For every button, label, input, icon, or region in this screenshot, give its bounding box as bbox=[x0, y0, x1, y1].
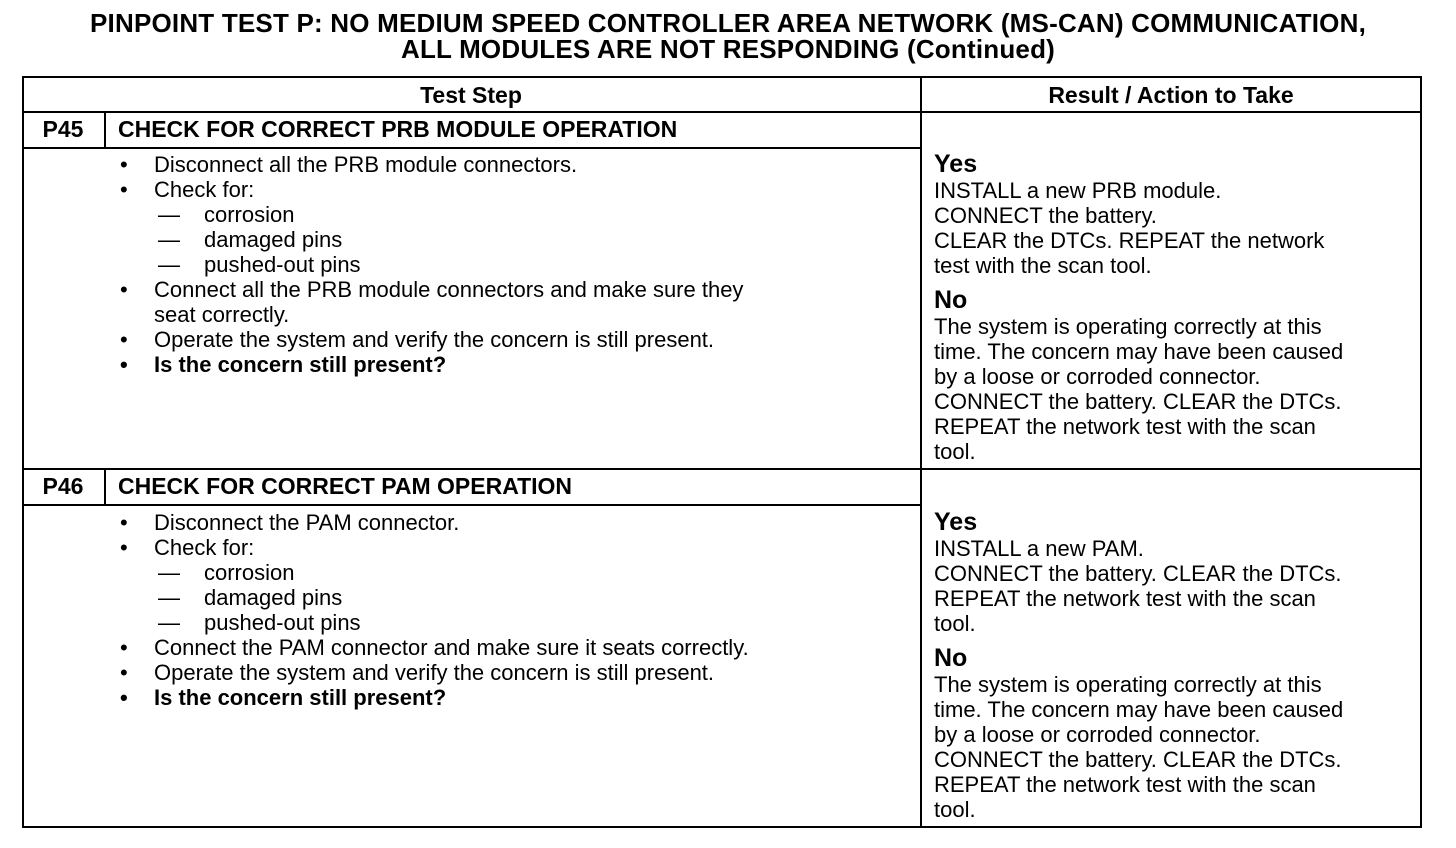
step-p46-instructions bbox=[114, 510, 749, 710]
step-p46-id-divider bbox=[104, 469, 106, 505]
table-border-bottom bbox=[22, 826, 1422, 828]
step-p45-result bbox=[934, 150, 1343, 464]
result-line: tool. bbox=[934, 797, 976, 822]
list-item: — corrosion bbox=[114, 560, 749, 585]
result-line: REPEAT the network test with the scan bbox=[934, 414, 1316, 439]
column-divider bbox=[920, 76, 922, 828]
result-line: time. The concern may have been caused bbox=[934, 697, 1344, 722]
table-border-left bbox=[22, 76, 24, 828]
result-yes-label: Yes bbox=[934, 150, 978, 178]
result-line: REPEAT the network test with the scan bbox=[934, 772, 1316, 797]
result-line: test with the scan tool. bbox=[934, 253, 1152, 278]
list-item: — pushed-out pins bbox=[114, 252, 743, 277]
result-yes-label: Yes bbox=[934, 508, 978, 536]
step-p45-instructions bbox=[114, 152, 743, 377]
step-p46-title: CHECK FOR CORRECT PAM OPERATION bbox=[118, 473, 573, 499]
list-item: • Check for: bbox=[114, 535, 749, 560]
result-line: INSTALL a new PRB module. bbox=[934, 178, 1222, 203]
table-border-right bbox=[1420, 76, 1422, 828]
list-item: • Disconnect the PAM connector. bbox=[114, 510, 749, 535]
list-item: — damaged pins bbox=[114, 585, 749, 610]
page-title bbox=[0, 10, 1456, 62]
list-item: — corrosion bbox=[114, 202, 743, 227]
result-line: CONNECT the battery. CLEAR the DTCs. bbox=[934, 561, 1342, 586]
list-item: • Check for: bbox=[114, 177, 743, 202]
result-no-label: No bbox=[934, 644, 968, 672]
result-line: CONNECT the battery. CLEAR the DTCs. bbox=[934, 389, 1342, 414]
step-p46-result bbox=[934, 508, 1343, 822]
result-line: INSTALL a new PAM. bbox=[934, 536, 1144, 561]
pinpoint-test-table bbox=[22, 76, 1422, 828]
result-line: The system is operating correctly at this bbox=[934, 672, 1322, 697]
step-p46-id: P46 bbox=[42, 473, 84, 499]
list-item: • Disconnect all the PRB module connectors. bbox=[114, 152, 743, 177]
step-p45-id: P45 bbox=[42, 116, 84, 142]
result-line: time. The concern may have been caused bbox=[934, 339, 1344, 364]
list-item: seat correctly. bbox=[154, 302, 290, 327]
result-no-label: No bbox=[934, 286, 968, 314]
list-item: • Is the concern still present? bbox=[114, 352, 743, 377]
result-line: CLEAR the DTCs. REPEAT the network bbox=[934, 228, 1325, 253]
list-item: • Connect all the PRB module connectors and make sure they bbox=[114, 277, 743, 302]
result-line: tool. bbox=[934, 611, 976, 636]
result-line: CONNECT the battery. CLEAR the DTCs. bbox=[934, 747, 1342, 772]
header-test-step: Test Step bbox=[420, 82, 522, 108]
page-title-line-1: PINPOINT TEST P: NO MEDIUM SPEED CONTROLLER AREA NETWORK (MS-CAN) COMMUNICATION, bbox=[90, 8, 1366, 38]
list-item: • Is the concern still present? bbox=[114, 685, 749, 710]
list-item: • Operate the system and verify the concern is still present. bbox=[114, 327, 743, 352]
result-line: tool. bbox=[934, 439, 976, 464]
list-item: — pushed-out pins bbox=[114, 610, 749, 635]
step-p45-title-divider bbox=[22, 147, 921, 149]
step-p45-title: CHECK FOR CORRECT PRB MODULE OPERATION bbox=[118, 116, 678, 142]
result-line: The system is operating correctly at this bbox=[934, 314, 1322, 339]
page-title-line-2: ALL MODULES ARE NOT RESPONDING (Continued) bbox=[400, 34, 1056, 64]
list-item: — damaged pins bbox=[114, 227, 743, 252]
result-line: by a loose or corroded connector. bbox=[934, 364, 1261, 389]
result-line: REPEAT the network test with the scan bbox=[934, 586, 1316, 611]
list-item: • Connect the PAM connector and make sure it seats correctly. bbox=[114, 635, 749, 660]
header-result: Result / Action to Take bbox=[1048, 82, 1294, 108]
result-line: CONNECT the battery. bbox=[934, 203, 1157, 228]
list-item: • Operate the system and verify the concern is still present. bbox=[114, 660, 749, 685]
result-line: by a loose or corroded connector. bbox=[934, 722, 1261, 747]
step-p45-id-divider bbox=[104, 112, 106, 148]
step-p46-title-divider bbox=[22, 504, 921, 506]
